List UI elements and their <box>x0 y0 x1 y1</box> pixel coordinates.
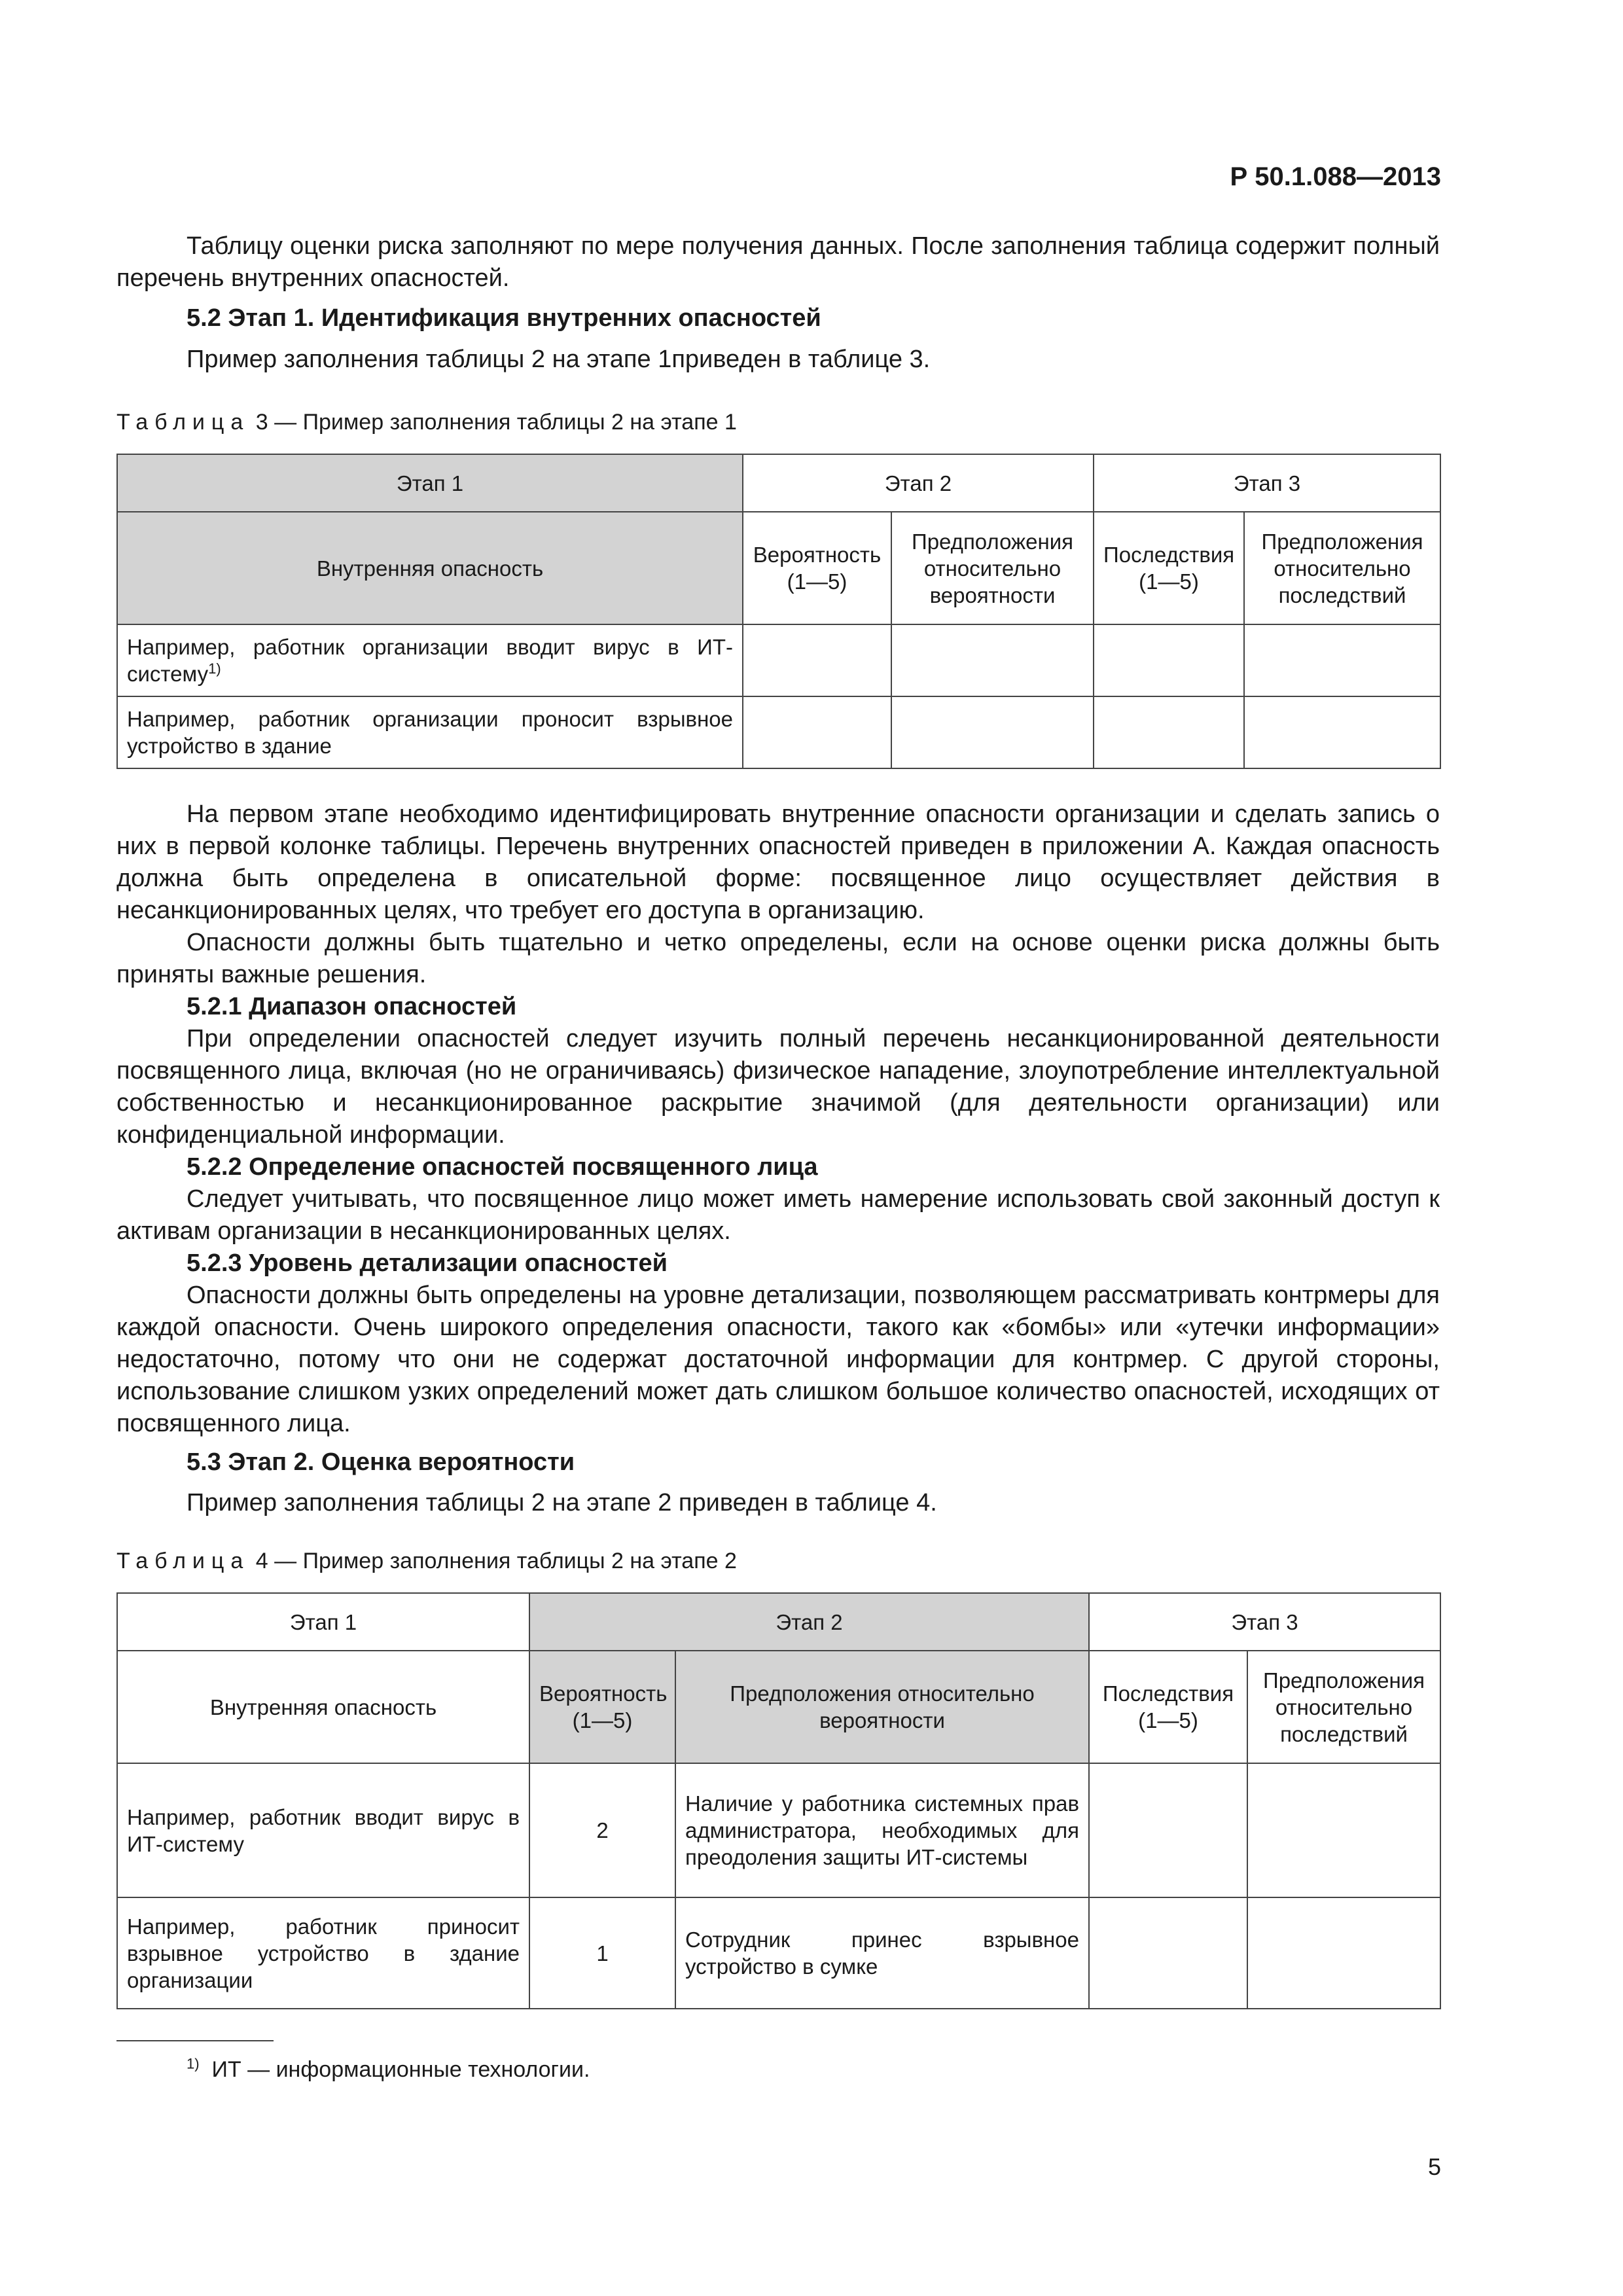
table4-row1-hazard: Например, работник вводит вирус в ИТ-систему <box>117 1763 529 1897</box>
table3-stage1-header: Этап 1 <box>117 454 743 512</box>
table3-row2-prob-assumption <box>891 696 1094 768</box>
section-5-2-3-heading: 5.2.3 Уровень детализации опасностей <box>187 1249 668 1277</box>
table3-row1-cons-assumption <box>1244 624 1440 696</box>
table4-stage1-header: Этап 1 <box>117 1593 529 1651</box>
table4-caption-number: 4 <box>255 1549 268 1573</box>
intro-paragraph: Таблицу оценки риска заполняют по мере получения данных. После заполнения таблица содержит полный перечень внутренних опасностей. <box>116 232 1440 292</box>
table4-row2-consequences <box>1089 1897 1247 2009</box>
table4-caption-label: Таблица <box>116 1549 250 1573</box>
footnote-marker: 1) <box>187 2055 200 2072</box>
table3-row2-cons-assumption <box>1244 696 1440 768</box>
table3-caption-number: 3 <box>255 410 268 435</box>
paragraph-stage1: На первом этапе необходимо идентифицировать внутренние опасности организации и сделать запись о них в первой колонке таблицы. Перечень внутренних опасностей приведен в приложении А. Каждая опасность должна быть определена в описательной форме: посвященное лицо осуществляет действия в несанкционированных целях, что требует его доступа в организацию. <box>116 800 1440 924</box>
table4-row2-hazard: Например, работник приносит взрывное устройство в здание организации <box>117 1897 529 2009</box>
table4-col-probability: Вероятность (1—5) <box>529 1651 675 1763</box>
table4-row1-probability: 2 <box>529 1763 675 1897</box>
table4-row2-assumption: Сотрудник принес взрывное устройство в сумке <box>675 1897 1089 2009</box>
section-5-2-2-text: Следует учитывать, что посвященное лицо может иметь намерение использовать свой законный доступ к активам организации в несанкционированных целях. <box>116 1185 1440 1245</box>
table3-row2-hazard: Например, работник организации проносит взрывное устройство в здание <box>117 696 743 768</box>
page-number: 5 <box>1427 2153 1441 2180</box>
table3-col-consequences: Последствия (1—5) <box>1094 512 1244 624</box>
table4-row2-probability: 1 <box>529 1897 675 2009</box>
section-5-2-text: Пример заполнения таблицы 2 на этапе 1приведен в таблице 3. <box>187 346 931 373</box>
body-text-block <box>116 798 1440 1440</box>
section-5-2-heading: 5.2 Этап 1. Идентификация внутренних опасностей <box>187 304 821 332</box>
table3-col-hazard: Внутренняя опасность <box>117 512 743 624</box>
table3-row1-hazard-text: Например, работник организации вводит вирус в ИТ-систему <box>127 635 733 686</box>
section-5-2-3-text: Опасности должны быть определены на уровне детализации, позволяющем рассматривать контрмеры для каждой опасности. Очень широкого определения опасности, такого как «бомбы» или «утечки информации» недостаточно, потому что они не содержат достаточной информации для контрмер. С другой стороны, использование слишком узких определений может дать слишком большое количество опасностей, исходящих от посвященного лица. <box>116 1282 1440 1437</box>
table3-row1-prob-assumption <box>891 624 1094 696</box>
table3-col-probability: Вероятность (1—5) <box>743 512 891 624</box>
section-5-2-2-heading: 5.2.2 Определение опасностей посвященного лица <box>187 1153 818 1181</box>
table4-row1-cons-assumption <box>1247 1763 1440 1897</box>
table4-row2-cons-assumption <box>1247 1897 1440 2009</box>
table3-row1-hazard <box>117 624 743 696</box>
table4-caption-title: — Пример заполнения таблицы 2 на этапе 2 <box>274 1549 737 1573</box>
table3 <box>116 454 1441 769</box>
table-row <box>117 1897 1440 2009</box>
table4-row1-consequences <box>1089 1763 1247 1897</box>
section-5-3-text: Пример заполнения таблицы 2 на этапе 2 приведен в таблице 4. <box>187 1489 937 1516</box>
document-code: Р 50.1.088—2013 <box>1230 162 1441 191</box>
table4-caption <box>116 1547 737 1575</box>
table3-stage3-header: Этап 3 <box>1094 454 1440 512</box>
footnote-separator <box>116 2040 274 2041</box>
footnote-ref: 1) <box>208 660 221 677</box>
table3-stage2-header: Этап 2 <box>743 454 1094 512</box>
table4-col-hazard: Внутренняя опасность <box>117 1651 529 1763</box>
table4-stage3-header: Этап 3 <box>1089 1593 1440 1651</box>
table3-caption-label: Таблица <box>116 410 250 435</box>
footnote <box>187 2055 590 2084</box>
table-row <box>117 1763 1440 1897</box>
table-row <box>117 696 1440 768</box>
table3-row1-probability <box>743 624 891 696</box>
section-5-2-1-text: При определении опасностей следует изучить полный перечень несанкционированной деятельности посвященного лица, включая (но не ограничиваясь) физическое нападение, злоупотребление интеллектуальной собственностью и несанкционированное раскрытие значимой (для деятельности организации) или конфиденциальной информации. <box>116 1025 1440 1149</box>
table4-col-consequences: Последствия (1—5) <box>1089 1651 1247 1763</box>
section-5-2-1-heading: 5.2.1 Диапазон опасностей <box>187 993 517 1020</box>
table4-col-prob-assumptions: Предположения относительно вероятности <box>675 1651 1089 1763</box>
footnote-text: ИТ — информационные технологии. <box>211 2057 590 2082</box>
table4 <box>116 1592 1441 2009</box>
table3-caption-title: — Пример заполнения таблицы 2 на этапе 1 <box>274 410 737 435</box>
table3-col-cons-assumptions: Предположения относительно последствий <box>1244 512 1440 624</box>
table3-col-prob-assumptions: Предположения относительно вероятности <box>891 512 1094 624</box>
table3-row1-consequences <box>1094 624 1244 696</box>
paragraph-accuracy: Опасности должны быть тщательно и четко определены, если на основе оценки риска должны быть приняты важные решения. <box>116 929 1440 988</box>
table3-row2-consequences <box>1094 696 1244 768</box>
table4-stage2-header: Этап 2 <box>529 1593 1089 1651</box>
section-5-3-heading: 5.3 Этап 2. Оценка вероятности <box>187 1448 575 1476</box>
table3-caption <box>116 408 737 437</box>
table4-col-cons-assumptions: Предположения относительно последствий <box>1247 1651 1440 1763</box>
table3-row2-probability <box>743 696 891 768</box>
table4-row1-assumption: Наличие у работника системных прав администратора, необходимых для преодоления защиты ИТ-системы <box>675 1763 1089 1897</box>
table-row <box>117 624 1440 696</box>
